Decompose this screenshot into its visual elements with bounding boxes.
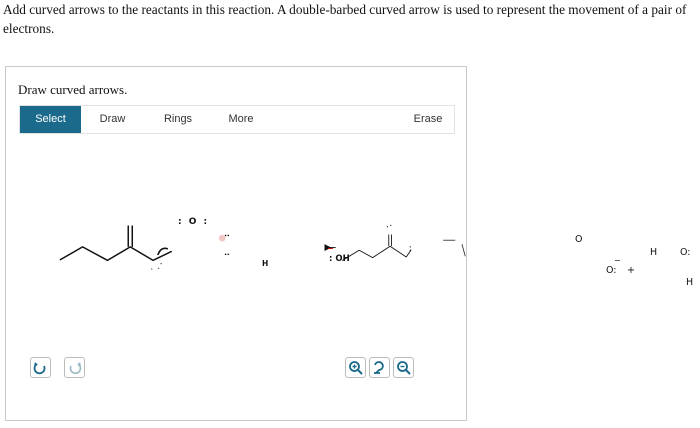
product-enolate-charge: − xyxy=(614,256,621,265)
negative-charge-highlight xyxy=(219,235,226,242)
product-carbonyl-oxygen: O xyxy=(575,234,583,245)
water-bonds xyxy=(443,240,465,256)
more-tool-button[interactable]: More xyxy=(228,113,254,125)
water-hydrogen-left: H xyxy=(650,247,658,258)
erase-tool-button[interactable]: Erase xyxy=(413,113,443,125)
hydroxide-charge: − xyxy=(327,244,334,253)
reactant-molecule[interactable] xyxy=(60,226,171,260)
plus-sign: + xyxy=(627,265,635,276)
water-oxygen: O: xyxy=(680,247,691,258)
rings-tool-button[interactable]: Rings xyxy=(163,113,193,125)
carbonyl-oxygen-label[interactable]: : O : xyxy=(178,217,210,227)
select-tool-button[interactable]: Select xyxy=(20,106,81,133)
instructions-text: Add curved arrows to the reactants in this reaction. A double-barbed curved arrow is used to represent the movement of a pair of electrons. xyxy=(3,2,687,36)
draw-tool-button[interactable]: Draw xyxy=(99,113,126,125)
dotted-hint-marks xyxy=(151,263,162,270)
product-enolate xyxy=(342,235,410,261)
panel-title: Draw curved arrows. xyxy=(18,82,128,97)
product-enolate-oxygen: O: xyxy=(606,265,617,276)
alpha-hydrogen-label[interactable]: H xyxy=(262,259,269,268)
hydroxide-label[interactable]: : OH xyxy=(329,254,350,264)
water-hydrogen-bottom: H xyxy=(686,277,694,288)
